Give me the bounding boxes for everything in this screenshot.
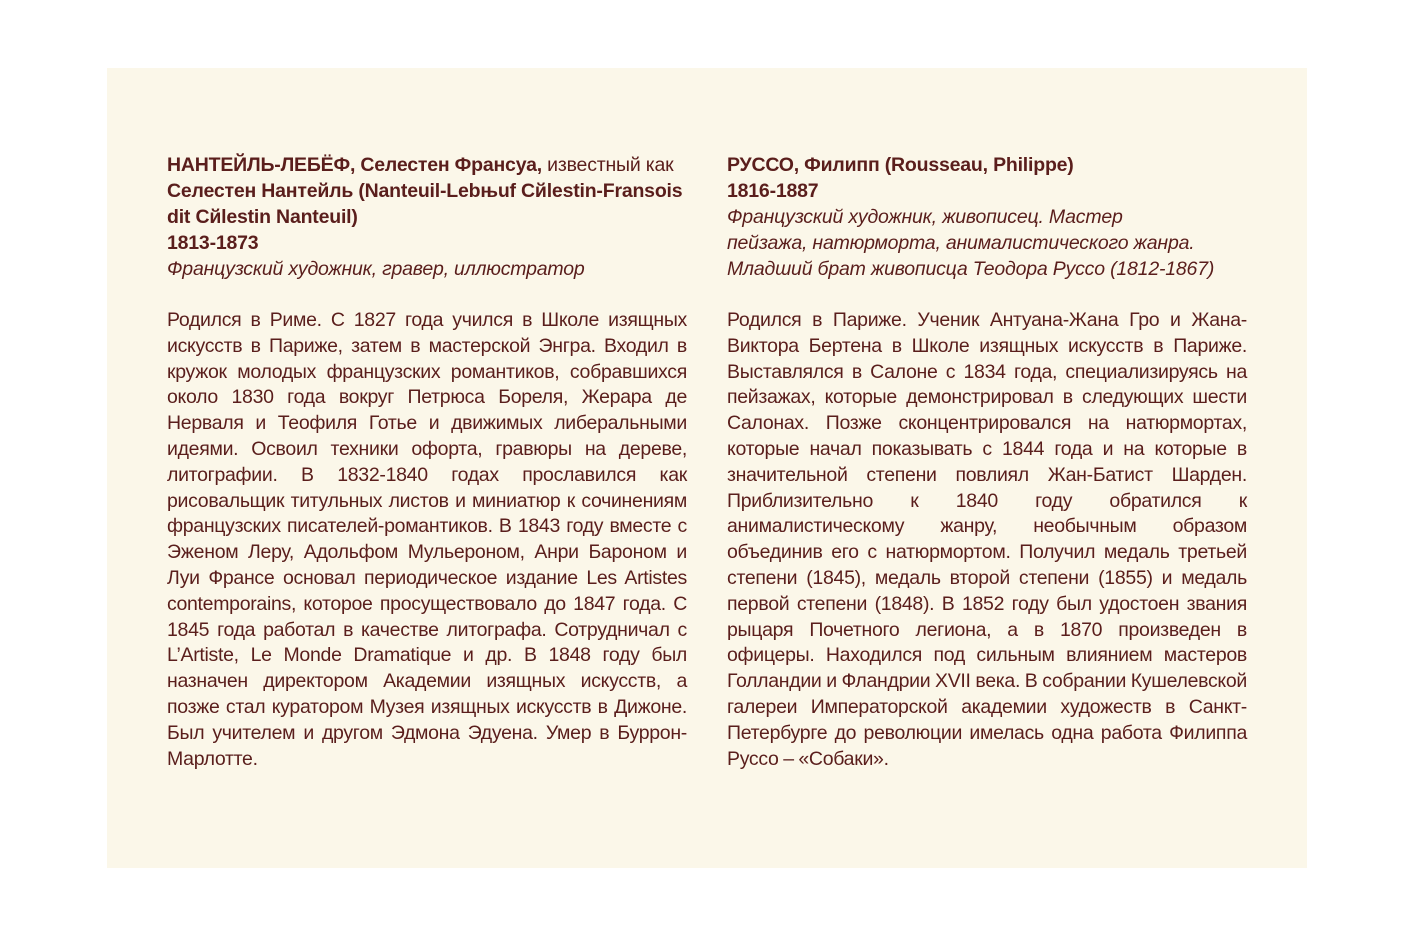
artist-alias: Селестен Нантейль (Nanteuil-Lebњuf Cйlestin-Fransois bbox=[167, 180, 683, 202]
artist-name-line bbox=[167, 152, 687, 178]
artist-years: 1816-1887 bbox=[727, 180, 819, 202]
artist-relation: Младший брат живописца Теодора Руссо (1812-1867) bbox=[727, 258, 1215, 280]
artist-role: Французский художник, живописец. Мастер bbox=[727, 206, 1123, 228]
artist-role-cont: пейзажа, натюрморта, анималистического жанра. bbox=[727, 232, 1195, 254]
artist-alias-cont: dit Cйlestin Nanteuil) bbox=[167, 206, 358, 228]
artist-biography: Родился в Риме. С 1827 года учился в Школе изящных искусств в Париже, затем в мастерской Энгра. Входил в кружок молодых французских романтиков, собравшихся около 1830 года вокруг Петрюса Бореля, Жерара де Нерваля и Теофиля Готье и движимых либеральными идеями. Освоил техники офорта, гравюры на дереве, литографии. В 1832-1840 годах прославился как рисовальщик титульных листов и миниатюр к сочинениям французских писателей-романтиков. В 1843 году вместе с Эженом Леру, Адольфом Мульероном, Анри Бароном и Луи Франсе основал периодическое издание Les Artistes contemporains, которое просуществовало до 1847 года. С 1845 года работал в качестве литографа. Сотрудничал с L’Artiste, Le Monde Dramatique и др. В 1848 году был назначен директором Академии изящных искусств, а позже стал куратором Музея изящных искусств в Дижоне. Был учителем и другом Эдмона Эдуена. Умер в Буррон-Марлотте. bbox=[167, 309, 687, 770]
article-rousseau bbox=[727, 152, 1247, 772]
artist-biography: Родился в Париже. Ученик Антуана-Жана Гро и Жана-Виктора Бертена в Школе изящных искусств в Париже. Выставлялся в Салоне с 1834 года, специализируясь на пейзажах, которые демонстрировал в следующих шести Салонах. Позже сконцентрировался на натюрмортах, которые начал показывать с 1844 года и на которые в значительной степени повлиял Жан-Батист Шарден. Приблизительно к 1840 году обратился к анималистическому жанру, необычным образом объединив его с натюрмортом. Получил медаль третьей степени (1845), медаль второй степени (1855) и медаль первой степени (1848). В 1852 году был удостоен звания рыцаря Почетного легиона, а в 1870 произведен в офицеры. Находился под сильным влиянием мастеров Голландии и Фландрии XVII века. В собрании Кушелевской галереи Императорской академии художеств в Санкт-Петербурге до революции имелась одна работа Филиппа Руссо – «Собаки». bbox=[727, 309, 1247, 770]
artist-role: Французский художник, гравер, иллюстратор bbox=[167, 258, 585, 280]
artist-name-note: известный как bbox=[541, 154, 674, 176]
artist-name: РУССО, Филипп (Rousseau, Philippe) bbox=[727, 154, 1074, 176]
article-nanteuil bbox=[167, 152, 687, 772]
artist-years: 1813-1873 bbox=[167, 232, 259, 254]
artist-name: НАНТЕЙЛЬ-ЛЕБЁФ, Селестен Франсуа, bbox=[167, 154, 542, 176]
